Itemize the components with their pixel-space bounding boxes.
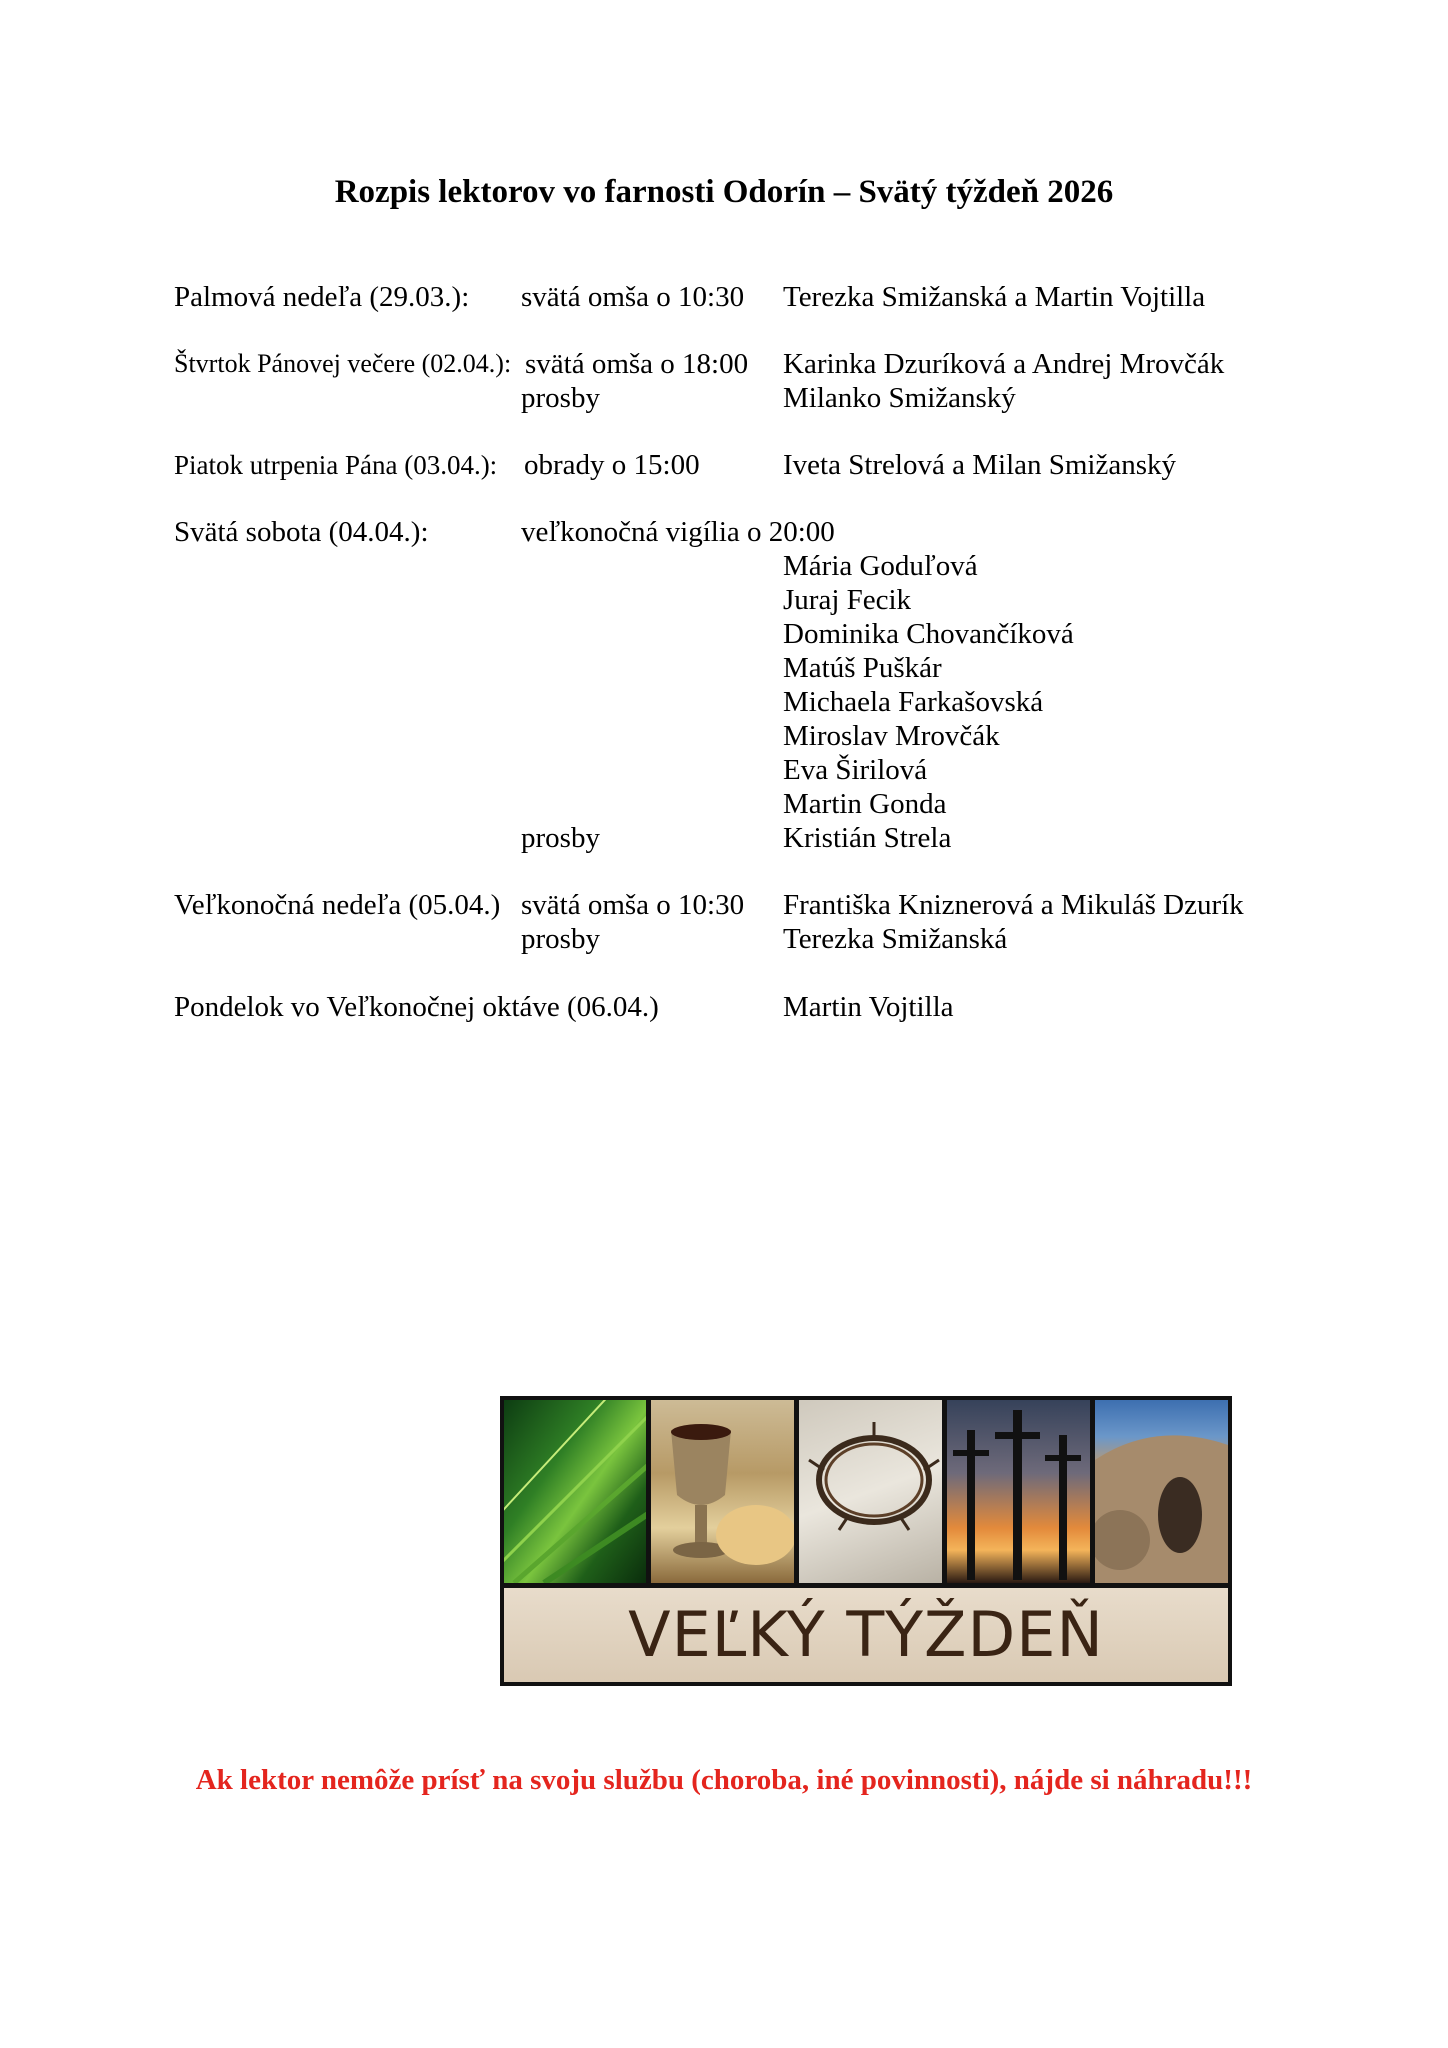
reader-saturday-2: Juraj Fecik <box>783 584 912 616</box>
day-good-friday: Piatok utrpenia Pána (03.04.): <box>174 450 498 480</box>
reader-saturday-5: Michaela Farkašovská <box>783 686 1044 718</box>
prosby-label-thursday: prosby <box>521 382 600 414</box>
service-holy-saturday: veľkonočná vigília o 20:00 <box>521 516 835 548</box>
readers-easter-sunday: Františka Kniznerová a Mikuláš Dzurík <box>783 889 1244 921</box>
day-holy-saturday: Svätá sobota (04.04.): <box>174 516 429 548</box>
day-palm-sunday: Palmová nedeľa (29.03.): <box>174 281 470 313</box>
banner-caption: VEĽKÝ TÝŽDEŇ <box>504 1588 1228 1682</box>
reader-saturday-7: Eva Širilová <box>783 754 928 786</box>
page-title: Rozpis lektorov vo farnosti Odorín – Svätý týždeň 2026 <box>334 174 1114 210</box>
warning-note: Ak lektor nemôže prísť na svoju službu (choroba, iné povinnosti), nájde si náhradu!!! <box>195 1764 1253 1796</box>
reader-saturday-1: Mária Goduľová <box>783 550 978 582</box>
prosby-reader-saturday: Kristián Strela <box>783 822 952 854</box>
reader-saturday-6: Miroslav Mrovčák <box>783 720 1000 752</box>
empty-tomb-image <box>1095 1400 1228 1583</box>
service-easter-sunday: svätá omša o 10:30 <box>521 889 745 921</box>
holy-week-banner <box>500 1396 1232 1686</box>
prosby-reader-thursday: Milanko Smižanský <box>783 382 1016 414</box>
reader-saturday-8: Martin Gonda <box>783 788 947 820</box>
reader-saturday-3: Dominika Chovančíková <box>783 618 1074 650</box>
readers-holy-thursday: Karinka Dzuríková a Andrej Mrovčák <box>783 348 1225 380</box>
palm-leaf-image <box>504 1400 646 1583</box>
readers-easter-monday: Martin Vojtilla <box>783 991 954 1023</box>
service-palm-sunday: svätá omša o 10:30 <box>521 281 745 313</box>
service-holy-thursday: svätá omša o 18:00 <box>525 348 749 380</box>
crown-of-thorns-image <box>799 1400 942 1583</box>
prosby-reader-sunday: Terezka Smižanská <box>783 923 1008 955</box>
prosby-label-sunday: prosby <box>521 923 600 955</box>
day-holy-thursday: Štvrtok Pánovej večere (02.04.): <box>174 349 512 378</box>
prosby-label-saturday: prosby <box>521 822 600 854</box>
day-easter-sunday: Veľkonočná nedeľa (05.04.) <box>174 889 501 921</box>
chalice-bread-image <box>651 1400 794 1583</box>
readers-good-friday: Iveta Strelová a Milan Smižanský <box>783 449 1177 481</box>
service-good-friday: obrady o 15:00 <box>524 449 700 481</box>
reader-saturday-4: Matúš Puškár <box>783 652 942 684</box>
three-crosses-image <box>947 1400 1090 1583</box>
day-easter-monday: Pondelok vo Veľkonočnej oktáve (06.04.) <box>174 991 659 1023</box>
readers-palm-sunday: Terezka Smižanská a Martin Vojtilla <box>783 281 1206 313</box>
